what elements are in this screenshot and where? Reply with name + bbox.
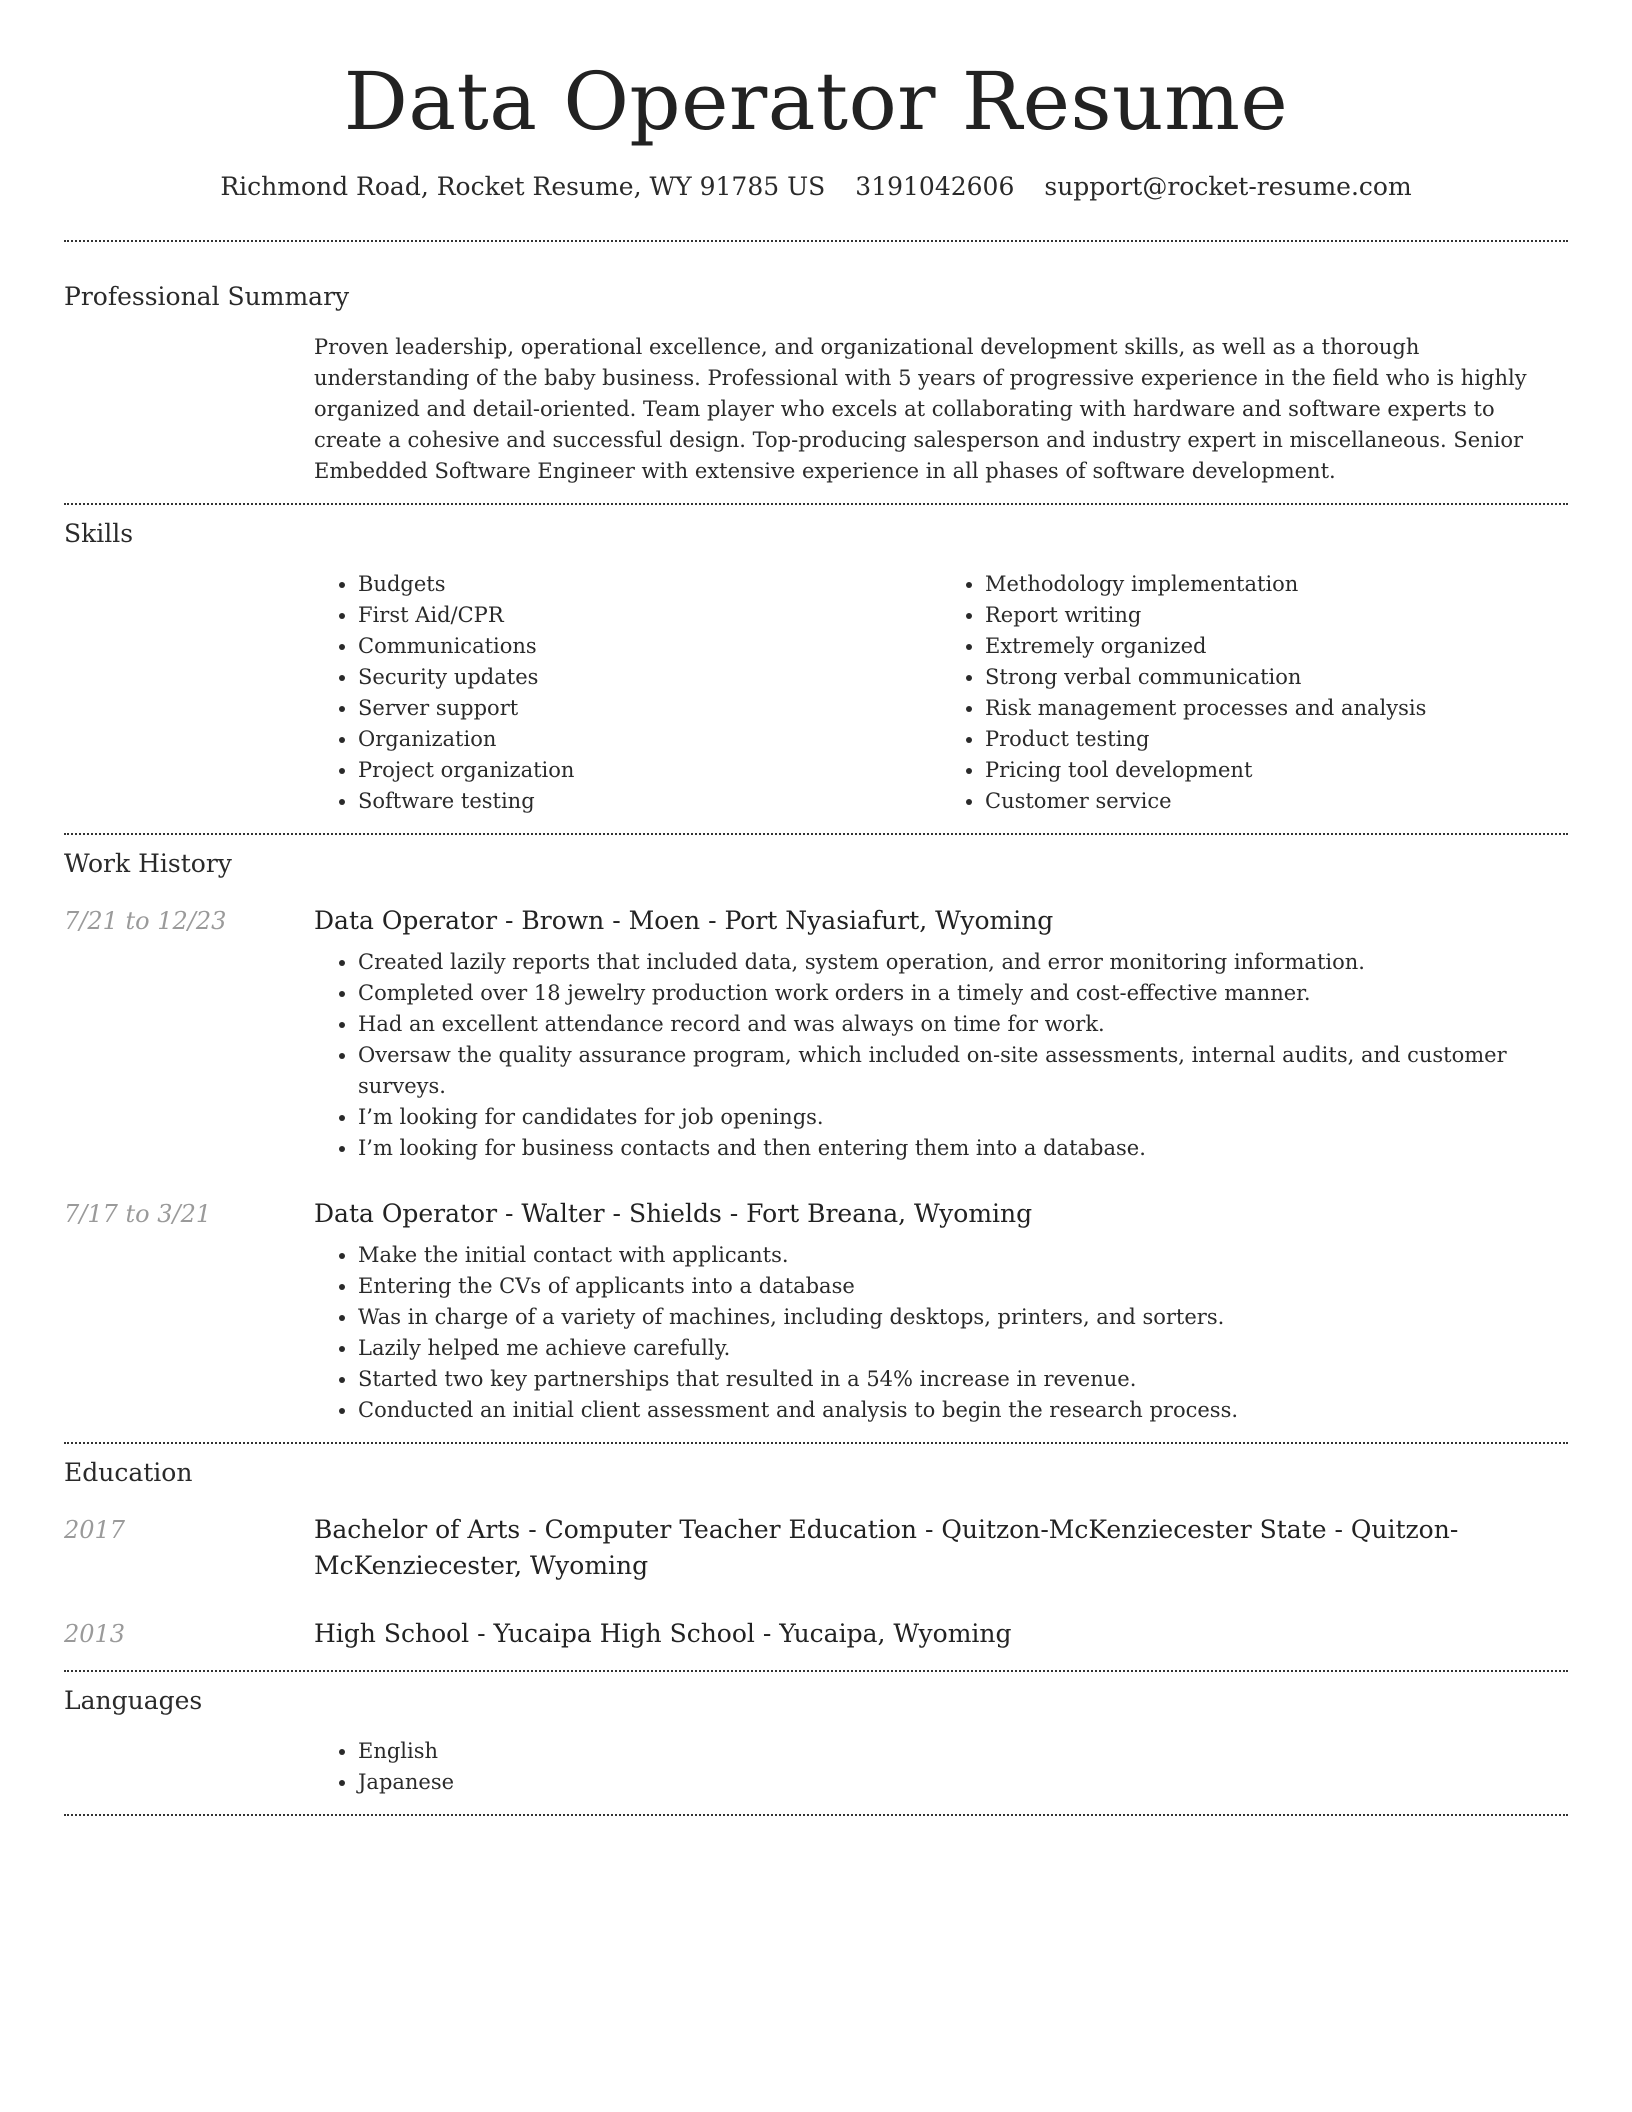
skills-list-left bbox=[314, 569, 941, 817]
job-entry bbox=[64, 903, 1568, 1164]
skill-item: • Product testing bbox=[985, 724, 1568, 755]
skill-item: • Customer service bbox=[985, 786, 1568, 817]
summary-section bbox=[64, 242, 1568, 487]
languages-list bbox=[314, 1736, 1568, 1798]
job-bullet: • Lazily helped me achieve carefully. bbox=[358, 1333, 1568, 1364]
resume-page bbox=[64, 0, 1568, 1816]
job-bullets bbox=[314, 1240, 1568, 1426]
education-title: Bachelor of Arts - Computer Teacher Education - Quitzon-McKenziecester State - Quitzon-McKenziecester, Wyoming bbox=[314, 1515, 1459, 1580]
education-degree: High School bbox=[314, 1619, 470, 1648]
skill-item: • Project organization bbox=[358, 755, 941, 786]
contact-line bbox=[64, 170, 1568, 204]
job-employer: Walter - Shields - Fort Breana, Wyoming bbox=[521, 1199, 1033, 1228]
job-bullet: • I’m looking for candidates for job openings. bbox=[358, 1102, 1568, 1133]
section-title: Education bbox=[64, 1458, 193, 1487]
education-school: Quitzon-McKenziecester State - Quitzon-McKenziecester, Wyoming bbox=[314, 1515, 1459, 1580]
phone: 3191042606 bbox=[855, 172, 1015, 201]
work-section bbox=[64, 835, 1568, 1426]
section-title: Professional Summary bbox=[64, 282, 350, 311]
skill-item: • Server support bbox=[358, 693, 941, 724]
skill-item: • First Aid/CPR bbox=[358, 600, 941, 631]
job-bullet: • Oversaw the quality assurance program, which included on-site assessments, internal audits, and customer surveys. bbox=[358, 1040, 1568, 1102]
job-bullet: • Conducted an initial client assessment and analysis to begin the research process. bbox=[358, 1395, 1568, 1426]
skill-item: • Software testing bbox=[358, 786, 941, 817]
skill-item: • Budgets bbox=[358, 569, 941, 600]
language-item: • English bbox=[358, 1736, 1568, 1767]
education-degree: Bachelor of Arts - Computer Teacher Education bbox=[314, 1515, 918, 1544]
address: Richmond Road, Rocket Resume, WY 91785 US bbox=[220, 172, 826, 201]
skill-item: • Risk management processes and analysis bbox=[985, 693, 1568, 724]
job-bullet: • Created lazily reports that included data, system operation, and error monitoring information. bbox=[358, 947, 1568, 978]
skill-item: • Strong verbal communication bbox=[985, 662, 1568, 693]
job-bullet: • Make the initial contact with applicants. bbox=[358, 1240, 1568, 1271]
skill-item: • Communications bbox=[358, 631, 941, 662]
skill-item: • Report writing bbox=[985, 600, 1568, 631]
skills-section bbox=[64, 505, 1568, 817]
job-dates: 7/17 to 3/21 bbox=[64, 1200, 212, 1228]
education-title: High School - Yucaipa High School - Yucaipa, Wyoming bbox=[314, 1619, 1012, 1648]
job-bullet: • Was in charge of a variety of machines, including desktops, printers, and sorters. bbox=[358, 1302, 1568, 1333]
job-title: Data Operator - Walter - Shields - Fort Breana, Wyoming bbox=[314, 1199, 1033, 1228]
education-school: Yucaipa High School - Yucaipa, Wyoming bbox=[493, 1619, 1012, 1648]
job-bullet: • Completed over 18 jewelry production work orders in a timely and cost-effective manner. bbox=[358, 978, 1568, 1009]
education-year: 2013 bbox=[64, 1620, 126, 1648]
email: support@rocket-resume.com bbox=[1044, 172, 1412, 201]
section-title: Skills bbox=[64, 519, 134, 548]
job-bullet: • Had an excellent attendance record and was always on time for work. bbox=[358, 1009, 1568, 1040]
skill-item: • Security updates bbox=[358, 662, 941, 693]
section-title: Languages bbox=[64, 1686, 203, 1715]
education-entry bbox=[64, 1512, 1568, 1584]
section-title: Work History bbox=[64, 849, 232, 878]
skill-item: • Pricing tool development bbox=[985, 755, 1568, 786]
job-employer: Brown - Moen - Port Nyasiafurt, Wyoming bbox=[521, 906, 1054, 935]
job-role: Data Operator bbox=[314, 1199, 498, 1228]
divider bbox=[64, 1814, 1568, 1816]
education-year: 2017 bbox=[64, 1516, 126, 1544]
job-role: Data Operator bbox=[314, 906, 498, 935]
education-section bbox=[64, 1444, 1568, 1652]
language-item: • Japanese bbox=[358, 1767, 1568, 1798]
skill-item: • Extremely organized bbox=[985, 631, 1568, 662]
skill-item: • Methodology implementation bbox=[985, 569, 1568, 600]
job-bullet: • I’m looking for business contacts and then entering them into a database. bbox=[358, 1133, 1568, 1164]
education-entry bbox=[64, 1616, 1568, 1652]
resume-title: Data Operator Resume bbox=[343, 55, 1289, 148]
job-dates: 7/21 to 12/23 bbox=[64, 907, 227, 935]
job-title: Data Operator - Brown - Moen - Port Nyasiafurt, Wyoming bbox=[314, 906, 1054, 935]
skills-list-right bbox=[941, 569, 1568, 817]
summary-text: Proven leadership, operational excellence, and organizational development skills, as well as a thorough understanding of the baby business. Professional with 5 years of progressive experience in the field who is highly organized and detail-oriented. Team player who excels at collaborating with hardware and software experts to create a cohesive and successful design. Top-producing salesperson and industry expert in miscellaneous. Senior Embedded Software Engineer with extensive experience in all phases of software development. bbox=[314, 335, 1527, 483]
job-bullets bbox=[314, 947, 1568, 1164]
languages-section bbox=[64, 1672, 1568, 1798]
job-entry bbox=[64, 1196, 1568, 1426]
job-bullet: • Entering the CVs of applicants into a database bbox=[358, 1271, 1568, 1302]
skill-item: • Organization bbox=[358, 724, 941, 755]
job-bullet: • Started two key partnerships that resulted in a 54% increase in revenue. bbox=[358, 1364, 1568, 1395]
